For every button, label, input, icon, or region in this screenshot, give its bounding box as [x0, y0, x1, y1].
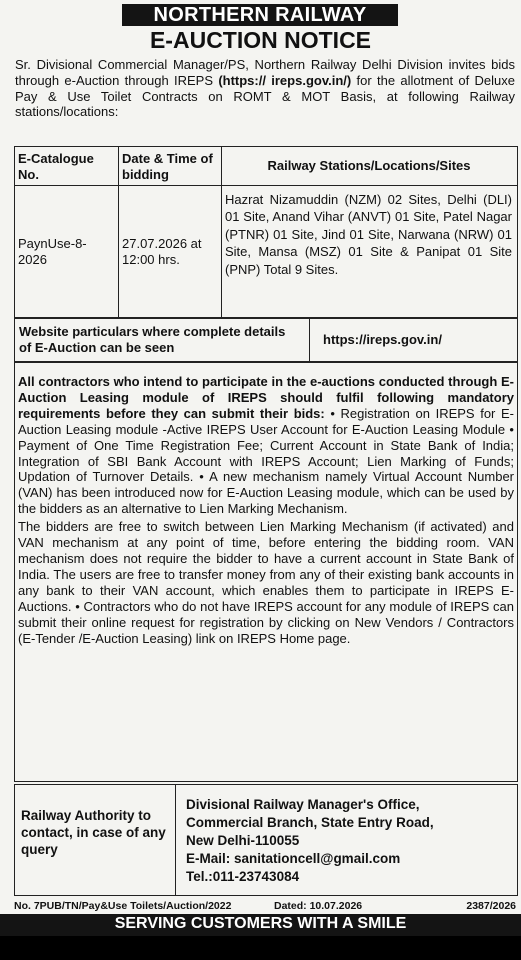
header-catalogue: E-Catalogue No.: [18, 151, 94, 182]
reference-number: No. 7PUB/TN/Pay&Use Toilets/Auction/2022: [14, 900, 232, 912]
requirements-paragraph-2: The bidders are free to switch between Lien Marking Mechanism (if activated) and VAN mechanism at any point of time, before entering the bidding room. VAN mechanism does not require the bidder to have a current account in State Bank of India. The users are free to transfer money from any of their existing bank accounts in any bank to their VAN account, which enables them to participate in IREPS E-Auctions. • Contractors who do not have IREPS account for any module of IREPS can submit their online request for registration by clicking on New Vendors / Contractors (E-Tender /E-Auction Leasing) link on IREPS Home page.: [18, 519, 514, 646]
intro-text-end: for the allotment of Deluxe Pay & Use Toilet Contracts on ROMT & MOT Basis, at following Railway stations/locations:: [15, 72, 515, 120]
auction-table: [14, 146, 518, 318]
contact-table: [14, 784, 518, 896]
organization-banner: NORTHERN RAILWAY: [122, 4, 398, 26]
catalogue-number: PaynUse-8-2026: [18, 236, 87, 267]
reference-line: [14, 898, 518, 914]
ireps-link[interactable]: (https:// ireps.gov.in/): [218, 72, 352, 88]
contact-phone: Tel.:011-23743084: [186, 869, 300, 884]
website-table: [14, 318, 518, 362]
intro-paragraph: [15, 57, 515, 120]
requirements-lead: All contractors who intend to participate in the e-auctions conducted through E-Auction Leasing module of IREPS should fulfil following mandatory requirements before they can submit their bids:: [18, 374, 514, 421]
website-url[interactable]: https://ireps.gov.in/: [323, 332, 442, 347]
requirements-paragraph-1: [18, 374, 514, 517]
office-city: New Delhi-110055: [186, 833, 300, 848]
notice-title: E-AUCTION NOTICE: [149, 27, 372, 53]
requirements-details: • Registration on IREPS for E-Auction Leasing module -Active IREPS User Account for E-Auction Leasing Module • Payment of One Time Registration Fee; Current Account in State Bank of India; Integration of SBI Bank Account with IREPS Account; Lien Marking of Funds; Updation of Turnover Details. • A new mechanism namely Virtual Account Number (VAN) has been introduced now for E-Auction Leasing module, which can be used by the bidders as an alternative to Lien Marking Mechanism.: [18, 405, 514, 517]
publication-code: 2387/2026: [466, 900, 516, 912]
intro-text: Sr. Divisional Commercial Manager/PS, Northern Railway Delhi Division invites bids through e-Auction through IREPS: [15, 57, 515, 88]
office-branch: Commercial Branch, State Entry Road,: [186, 815, 434, 830]
notice-date: Dated: 10.07.2026: [274, 900, 363, 912]
slogan-banner: SERVING CUSTOMERS WITH A SMILE: [0, 914, 521, 936]
office-name: Divisional Railway Manager's Office,: [186, 797, 420, 812]
header-stations: Railway Stations/Locations/Sites: [267, 158, 471, 173]
website-label: Website particulars where complete details of E-Auction can be seen: [19, 324, 286, 355]
contact-label: Railway Authority to contact, in case of any query: [21, 808, 166, 857]
requirements-text: [18, 374, 514, 646]
contact-email[interactable]: E-Mail: sanitationcell@gmail.com: [186, 851, 401, 866]
header-date: Date & Time of bidding: [122, 151, 213, 182]
bidding-date: 27.07.2026 at 12:00 hrs.: [122, 236, 202, 267]
station-list: Hazrat Nizamuddin (NZM) 02 Sites, Delhi (DLI) 01 Site, Anand Vihar (ANVT) 01 Site, Patel Nagar (PTNR) 01 Site, Jind 01 Site, Narwana (NRW) 01 Site, Mansa (MSZ) 01 Site & Panipat 01 Site (PNP) Total 9 Sites.: [225, 192, 512, 277]
